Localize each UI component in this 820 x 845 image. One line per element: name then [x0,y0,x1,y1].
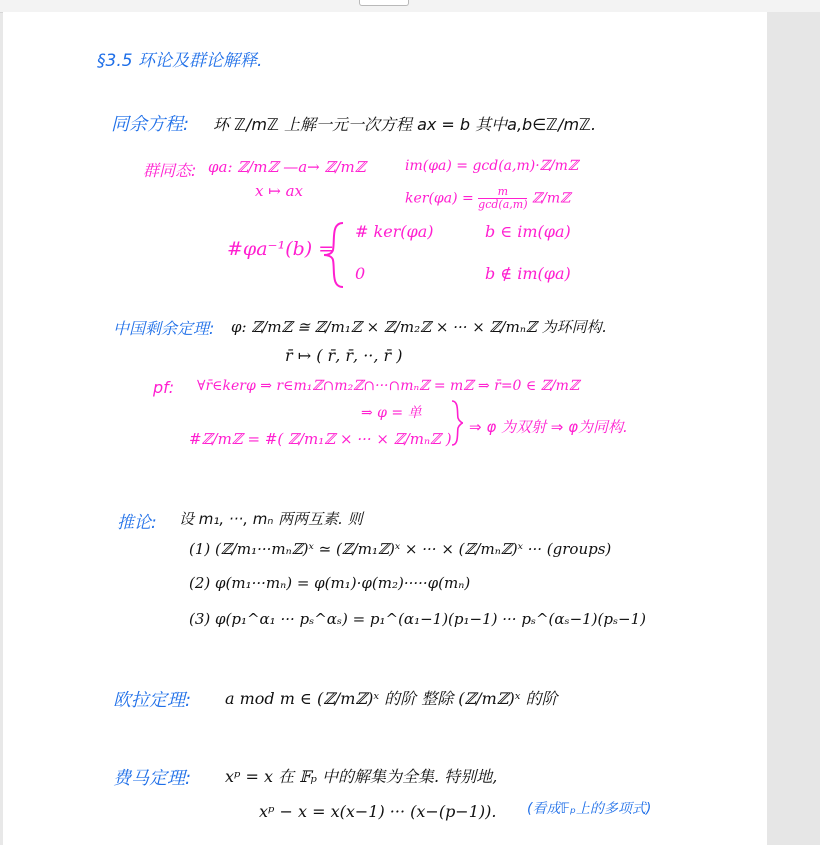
euler-title: 欧拉定理: [113,690,192,711]
kernel-suffix: ℤ/mℤ [531,190,571,207]
map-line-2: x ↦ ax [255,182,303,200]
vertical-scrollbar-track[interactable] [767,12,820,845]
notes-page [3,12,767,845]
fermat-title: 费马定理: [113,768,192,789]
kernel-denominator: gcd(a,m) [478,198,528,211]
section-heading: §3.5 环论及群论解释. [97,51,263,71]
crt-map: r̄ ↦ ( r̄, r̄, ··, r̄ ) [285,346,403,365]
case1-value: # ker(φa) [355,222,434,241]
case2-condition: b ∉ im(φa) [485,264,571,283]
kernel-prefix: ker(φa) = [405,190,474,207]
crt-statement: φ: ℤ/mℤ ≅ ℤ/m₁ℤ × ℤ/m₂ℤ × ··· × ℤ/mₙℤ 为环同构. [231,318,607,336]
proof-line-1: ∀r̄∈kerφ ⇒ r∈m₁ℤ∩m₂ℤ∩···∩mₙℤ = mℤ ⇒ r̄=0 ∈ ℤ/mℤ [197,378,580,394]
corollary-item-2: (2) φ(m₁···mₙ) = φ(m₁)·φ(m₂)·····φ(mₙ) [189,574,471,592]
corollary-item-1: (1) (ℤ/m₁···mₙℤ)ˣ ≃ (ℤ/m₁ℤ)ˣ × ··· × (ℤ/mₙℤ)ˣ ··· (groups) [189,540,612,558]
crt-title: 中国剩余定理: [113,319,215,338]
cases-brace-icon [321,220,347,290]
case2-value: 0 [355,264,366,283]
map-line-1: φa: ℤ/mℤ —a→ ℤ/mℤ [208,158,366,176]
fermat-statement: xᵖ = x 在 𝔽ₚ 中的解集为全集. 特别地, [225,767,498,786]
toolbar-handle[interactable] [359,0,409,6]
corollary-item-3: (3) φ(p₁^α₁ ··· pₛ^αₛ) = p₁^(α₁−1)(p₁−1) ··· pₛ^(αₛ−1)(pₛ−1) [189,610,647,628]
proof-label: pf: [153,378,175,397]
corollary-intro: 设 m₁, ···, mₙ 两两互素. 则 [179,510,363,528]
proof-line-2: ⇒ φ = 单 [361,405,422,421]
case1-condition: b ∈ im(φa) [485,222,571,241]
kernel-fraction [478,186,527,211]
proof-line-3: #ℤ/mℤ = #( ℤ/m₁ℤ × ··· × ℤ/mₙℤ ) [189,430,452,448]
image-formula: im(φa) = gcd(a,m)·ℤ/mℤ [405,158,579,174]
kernel-numerator: m [478,186,527,199]
congruence-statement: 环 ℤ/mℤ 上解一元一次方程 ax = b 其中a,b∈ℤ/mℤ. [213,115,597,134]
proof-conclusion: ⇒ φ 为双射 ⇒ φ为同构. [469,418,628,436]
fermat-factorization: xᵖ − x = x(x−1) ··· (x−(p−1)). [259,802,497,821]
kernel-formula [405,186,570,211]
euler-statement: a mod m ∈ (ℤ/mℤ)ˣ 的阶 整除 (ℤ/mℤ)ˣ 的阶 [225,689,558,708]
fermat-note: (看成𝔽ₚ上的多项式) [527,801,652,817]
congruence-title: 同余方程: [111,114,190,135]
proof-brace-icon [449,398,465,448]
group-hom-label: 群同态: [143,161,197,180]
corollary-title: 推论: [117,513,157,533]
preimage-lhs: #φa⁻¹(b) = [227,238,335,260]
